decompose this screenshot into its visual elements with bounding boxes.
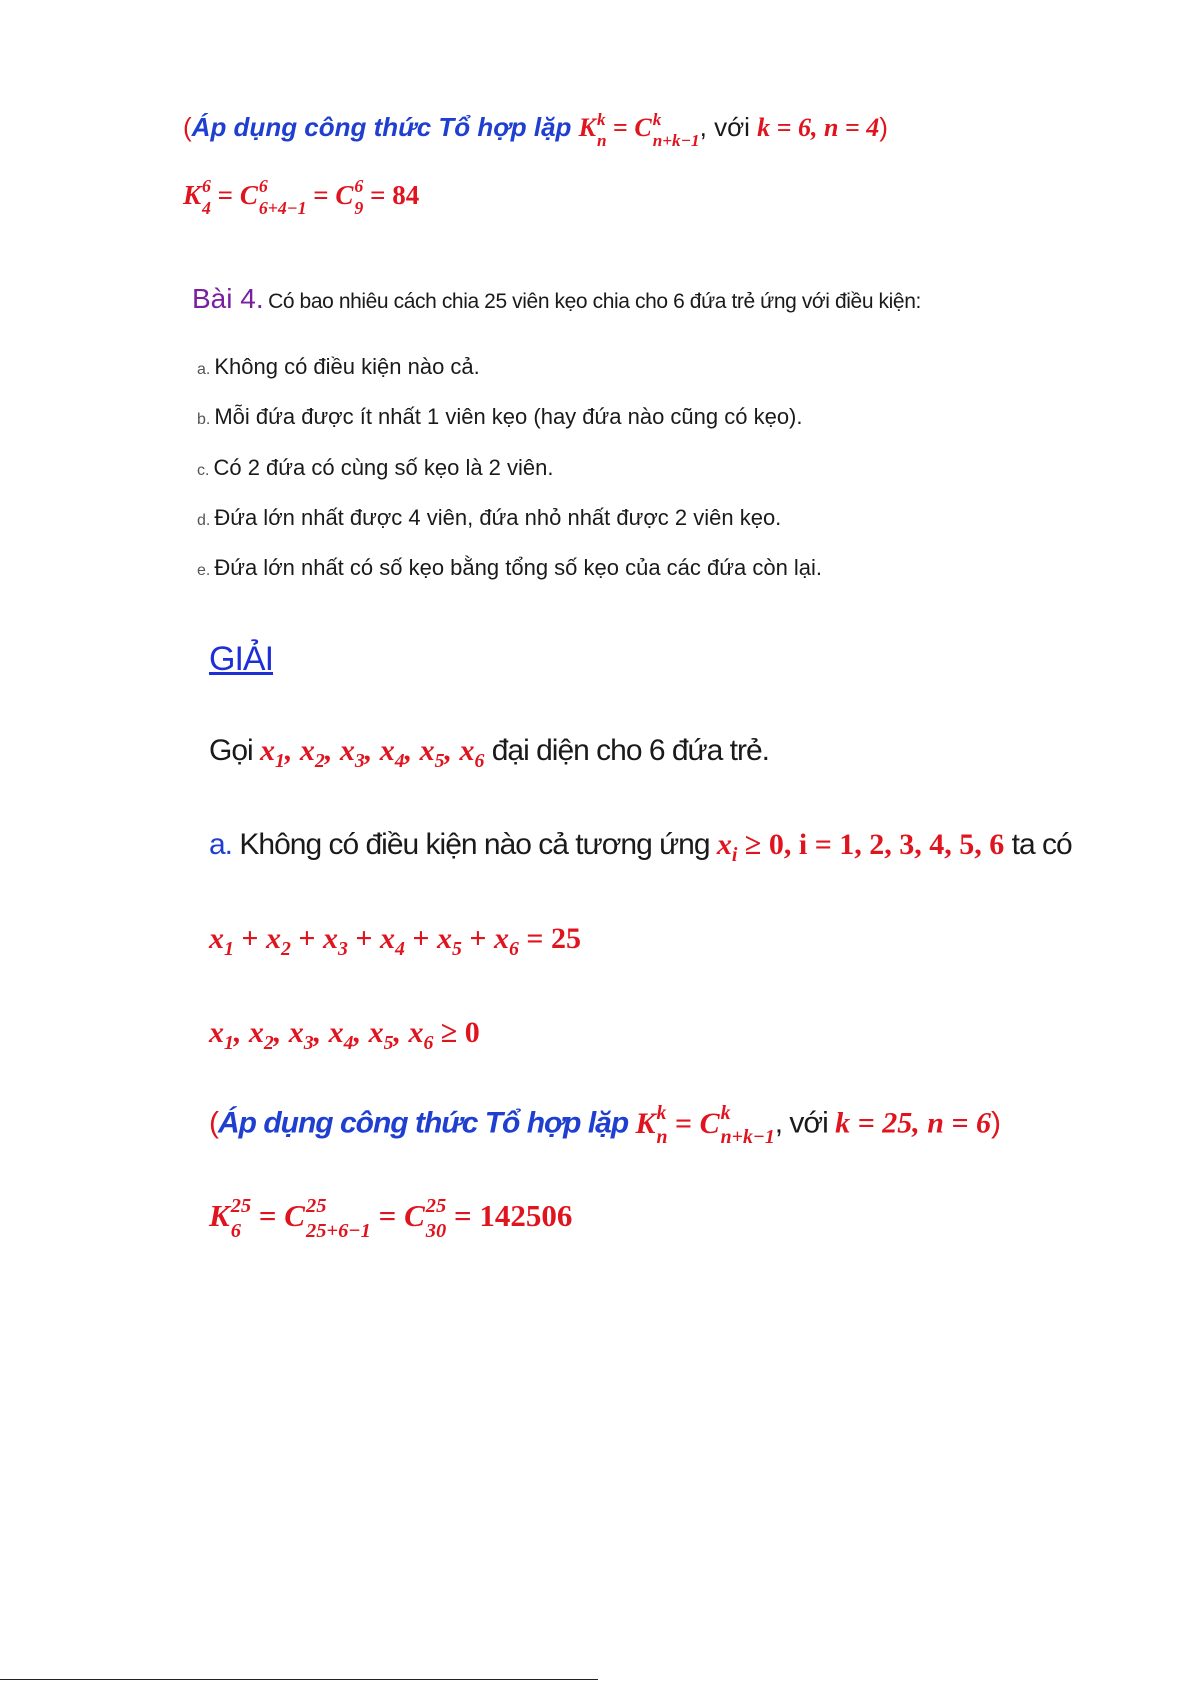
- solution-with-word: với: [789, 1106, 828, 1140]
- intro-suffix: đại diện cho 6 đứa trẻ.: [491, 734, 769, 767]
- part-a-condition: $x_i \ge 0$, i = 1, 2, 3, 4, 5, 6: [716, 828, 1005, 866]
- item-label: c.: [197, 462, 210, 479]
- list-item: [197, 404, 803, 430]
- solution-heading: GIẢI: [209, 640, 274, 678]
- intro-prefix: Gọi: [209, 734, 253, 767]
- result-k-sub: 6: [230, 1219, 241, 1242]
- part-a-label: a.: [209, 828, 233, 861]
- top-formula-line: (Áp dụng công thức Tổ hợp lặp K k n = C k n+k−1 , với k = 6, n = 4): [183, 109, 888, 151]
- item-text: Đứa lớn nhất được 4 viên, đứa nhỏ nhất được 2 viên kẹo.: [214, 505, 782, 530]
- result-c-sub: 25+6−1: [305, 1219, 371, 1242]
- part-a-line: [209, 828, 1072, 866]
- result-c2-sup: 25: [425, 1195, 447, 1218]
- solution-formula-params: k = 25, n = 6: [835, 1106, 991, 1140]
- inequality-rhs: ≥ 0: [440, 1016, 480, 1049]
- nonneg-inequality: $x_1$, $x_2$, $x_3$, $x_4$, $x_5$, $x_6 \ge 0$: [209, 1016, 480, 1054]
- problem-statement: [192, 283, 921, 315]
- c2-sup: 6: [354, 176, 364, 196]
- k-sub: 4: [202, 197, 211, 218]
- top-result: K 6 4 = C 6 6+4−1 = C 6 9 = 84: [183, 176, 420, 218]
- item-label: e.: [197, 562, 211, 579]
- footer-rule: [0, 1679, 598, 1680]
- list-item: [197, 555, 822, 581]
- list-item: [197, 505, 781, 531]
- list-item: [197, 455, 554, 481]
- problem-title: Bài 4.: [192, 283, 264, 314]
- item-text: Mỗi đứa được ít nhất 1 viên kẹo (hay đứa nào cũng có kẹo).: [214, 404, 803, 429]
- list-item: [197, 354, 480, 380]
- result-value: 84: [392, 180, 420, 211]
- item-label: a.: [197, 361, 211, 378]
- result-k-sup: 25: [230, 1195, 252, 1218]
- open-paren: (: [183, 112, 192, 142]
- solution-intro: [209, 734, 769, 772]
- item-text: Không có điều kiện nào cả.: [214, 354, 480, 379]
- with-word: với: [714, 112, 750, 142]
- result-c-sup: 25: [305, 1195, 327, 1218]
- item-label: b.: [197, 411, 211, 428]
- item-text: Có 2 đứa có cùng số kẹo là 2 viên.: [213, 455, 554, 480]
- part-a-condition-text: ≥ 0, i = 1, 2, 3, 4, 5, 6: [744, 828, 1005, 861]
- item-label: d.: [197, 512, 211, 529]
- part-a-text: Không có điều kiện nào cả tương ứng: [239, 828, 710, 861]
- part-a-suffix: ta có: [1011, 828, 1072, 861]
- final-value: = 142506: [453, 1198, 573, 1233]
- variables-list: $x_1$, $x_2$, $x_3$, $x_4$, $x_5$, $x_6$: [260, 734, 485, 772]
- result-c2-sub: 30: [425, 1219, 447, 1242]
- c2-sub: 9: [354, 197, 364, 218]
- equation-rhs: = 25: [526, 922, 581, 955]
- solution-result: K 25 6 = C 25 25+6−1 = C 25 30 = 142506: [209, 1195, 573, 1242]
- close-paren: ): [879, 112, 888, 142]
- problem-text: Có bao nhiêu cách chia 25 viên kẹo chia cho 6 đứa trẻ ứng với điều kiện:: [268, 290, 921, 313]
- solution-formula-k-n: K k n = C k n+k−1: [635, 1102, 775, 1148]
- item-text: Đứa lớn nhất có số kẹo bằng tổng số kẹo của các đứa còn lại.: [214, 555, 823, 580]
- c-sup: 6: [258, 176, 268, 196]
- formula-label: Áp dụng công thức Tổ hợp lặp: [191, 112, 572, 142]
- solution-formula-label: Áp dụng công thức Tổ hợp lặp: [218, 1106, 629, 1140]
- formula-params: k = 6, n = 4: [757, 113, 880, 142]
- k-sup: 6: [202, 176, 211, 196]
- solution-formula-line: (Áp dụng công thức Tổ hợp lặp K k n = C k n+k−1 , với k = 25, n = 6): [209, 1102, 1000, 1148]
- c-sub: 6+4−1: [258, 197, 307, 218]
- formula-k-n: K k n = C k n+k−1: [578, 109, 700, 151]
- sum-equation: $x_1 + x_2 + x_3 + x_4 + x_5 + x_6 = 25$: [209, 922, 581, 960]
